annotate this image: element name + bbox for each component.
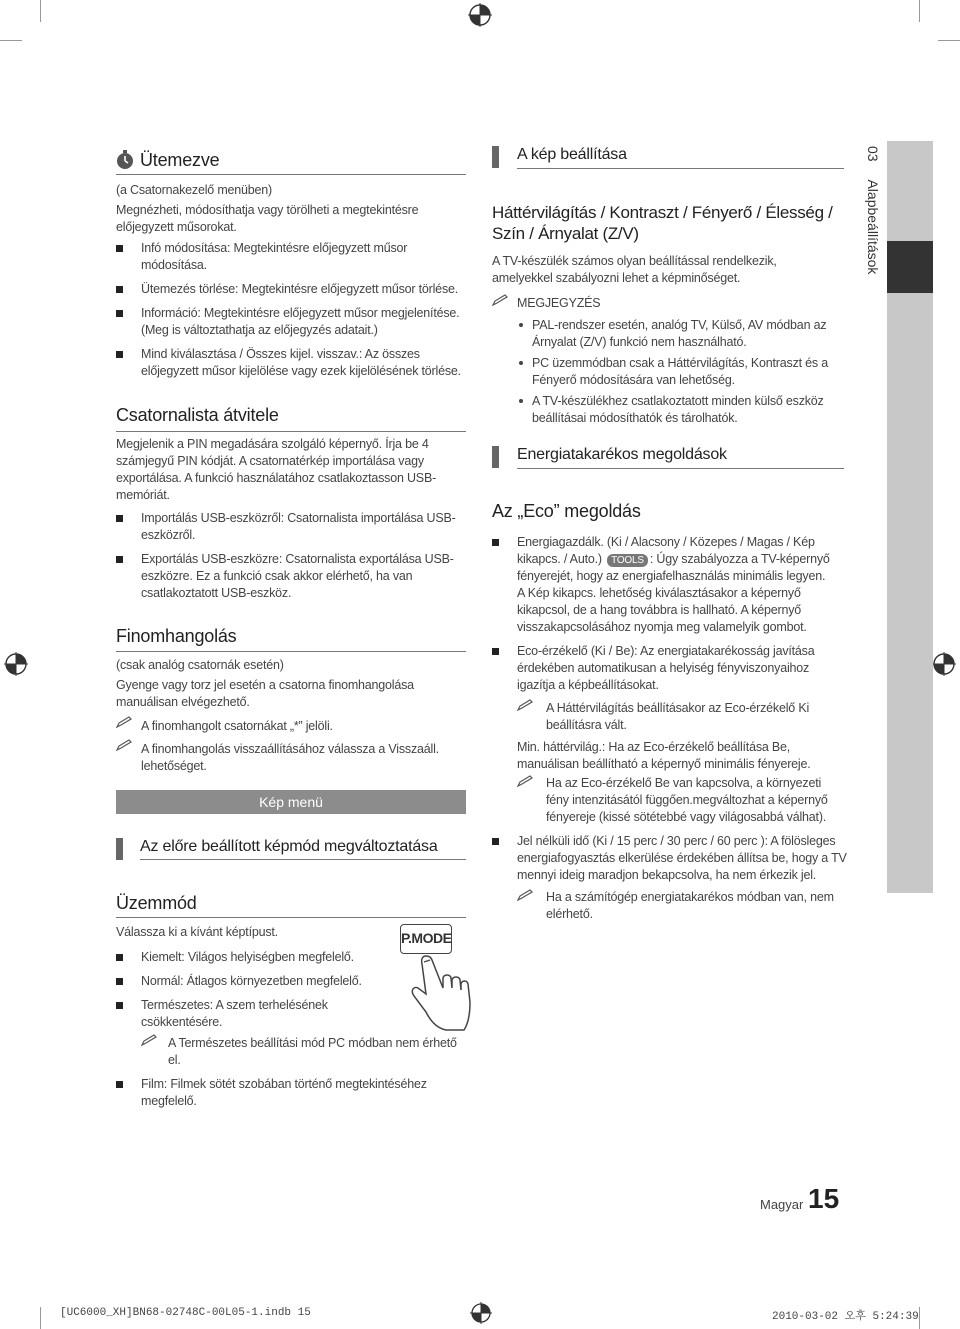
registration-mark-icon: [930, 650, 958, 678]
chapter-number: 03: [865, 146, 881, 162]
section-bar-marker: [492, 146, 499, 168]
note-label: MEGJEGYZÉS: [517, 296, 601, 310]
section-bar-title: Az előre beállított képmód megváltoztatása: [140, 838, 466, 860]
description-text: Gyenge vagy torz jel esetén a csatorna finomhangolása manuálisan elvégezhető.: [116, 678, 414, 709]
list-item: Film: Filmek sötét szobában történő megtekintéséhez megfelelő.: [141, 1077, 427, 1108]
crop-mark: [938, 40, 960, 41]
bullet: [116, 351, 123, 358]
bullet: [116, 1002, 123, 1009]
note-text: Ha az Eco-érzékelő Be van kapcsolva, a környezeti fény intenzitásától függően.megváltozhat a képernyő fényereje (kissé sötétebbé vagy világosabbá válhat).: [546, 776, 828, 824]
eco-item-desc: : Úgy szabályozza a TV-képernyő fényerejét, hogy az energiafelhasználás minimális legyen. A Kép kikapcs. lehetőség kiválasztásakor a képernyő kikapcsol, de a hang továbbra is hallható. A képernyő visszakapcsolásához nyomja meg valamelyik gombot.: [517, 552, 830, 634]
description-text: Válassza ki a kívánt képtípust.: [116, 925, 278, 939]
chapter-label: Alapbeállítások: [865, 179, 881, 275]
kep-menu-banner: Kép menü: [116, 790, 466, 814]
bullet-dot: [519, 323, 523, 327]
note-pencil-icon: [492, 294, 510, 306]
crop-mark: [0, 40, 22, 41]
language-label: Magyar: [760, 1197, 804, 1212]
list-item: Információ: Megtekintésre előjegyzett műsor megjelenítése. (Meg is változtathatja az előjegyzés adatait.): [141, 306, 460, 337]
list-item: Ütemezés törlése: Megtekintésre előjegyzett műsor törlése.: [141, 282, 459, 296]
bullet: [116, 310, 123, 317]
bullet: [116, 978, 123, 985]
description-text: Megjelenik a PIN megadására szolgáló képernyő. Írja be 4 számjegyű PIN kódját. A csatornatérkép importálása vagy exportálása. A funkció használatához csatlakoztasson USB-memóriát.: [116, 437, 437, 502]
section-bar-marker: [116, 838, 123, 860]
section-title-finomhangolas: Finomhangolás: [116, 626, 466, 652]
bullet: [492, 648, 499, 655]
section-bar-marker: [492, 446, 499, 468]
context-text: (csak analóg csatornák esetén): [116, 658, 284, 672]
note-text: Ha a számítógép energiatakarékos módban van, nem elérhető.: [546, 890, 834, 921]
note-text: A Természetes beállítási mód PC módban nem érhető el.: [168, 1036, 457, 1067]
list-item: Természetes: A szem terhelésének csökkentésére.: [141, 998, 328, 1029]
list-item: Mind kiválasztása / Összes kijel. visszav.: Az összes előjegyzett műsor kijelölése vagy ezek kijelölésének törlése.: [141, 347, 461, 378]
bullet: [116, 245, 123, 252]
note-pencil-icon: [517, 775, 535, 787]
registration-mark-icon: [466, 1, 494, 29]
bullet: [116, 1081, 123, 1088]
section-bar-title: A kép beállítása: [517, 146, 844, 169]
bullet: [116, 954, 123, 961]
crop-mark: [40, 1307, 41, 1329]
note-pencil-icon: [116, 716, 134, 728]
list-item: Infó módosítása: Megtekintésre előjegyzett műsor módosítása.: [141, 241, 408, 272]
note-pencil-icon: [116, 739, 134, 751]
note-text: A Háttérvilágítás beállításakor az Eco-érzékelő Ki beállításra vált.: [546, 701, 810, 732]
list-item: Kiemelt: Világos helyiségben megfelelő.: [141, 950, 354, 964]
page-number: 15: [808, 1183, 840, 1214]
section-bar-title: Energiatakarékos megoldások: [517, 446, 844, 469]
note-item: A TV-készülékhez csatlakoztatott minden külső eszköz beállításai módosíthatók és tárolhatók.: [532, 394, 824, 425]
bullet-dot: [519, 399, 523, 403]
bullet: [116, 286, 123, 293]
heading-eco: Az „Eco” megoldás: [492, 501, 641, 521]
tools-badge: TOOLS: [607, 554, 648, 567]
crop-mark: [40, 0, 41, 22]
list-item: Eco-érzékelő (Ki / Be): Az energiatakarékosság javítása érdekében automatikusan a helyiség fényviszonyaihoz igazítja a képbeállításokat.: [517, 644, 815, 692]
crop-mark: [919, 1307, 920, 1329]
description-text: Megnézheti, módosíthatja vagy törölheti a megtekintésre előjegyzett műsorokat.: [116, 203, 419, 234]
list-item: [517, 534, 832, 636]
list-item: Importálás USB-eszközről: Csatornalista importálása USB-eszközről.: [141, 511, 456, 542]
section-title-uzemmod: Üzemmód: [116, 893, 466, 918]
side-tab-strip: [887, 293, 933, 893]
bullet: [492, 539, 499, 546]
note-pencil-icon: [517, 889, 535, 901]
registration-mark-icon: [2, 650, 30, 678]
eco-item-label: Energiagazdálk. (Ki / Alacsony / Közepes / Magas / Kép kikapcs. / Auto.): [517, 535, 815, 566]
hand-pointer-icon: [408, 954, 472, 1036]
sub-item-text: Min. háttérvilág.: Ha az Eco-érzékelő beállítása Be, manuálisan beállítható a képernyő minimális fényereje.: [517, 740, 811, 771]
note-pencil-icon: [517, 699, 535, 711]
list-item: Exportálás USB-eszközre: Csatornalista exportálása USB-eszközre. Ez a funkció csak akkor elérhető, ha van csatlakoztatott USB-eszköz.: [141, 552, 454, 600]
description-text: A TV-készülék számos olyan beállítással rendelkezik, amelyekkel szabályozni lehet a képminőséget.: [492, 254, 777, 285]
side-tab-active: [887, 241, 933, 293]
list-item: Jel nélküli idő (Ki / 15 perc / 30 perc / 60 perc ): A fölösleges energiafogyasztás elkerülése érdekében állítsa be, hogy a TV mennyi ideig maradjon bekapcsolva, ha nem érkezik jel.: [517, 834, 847, 882]
note-item: PC üzemmódban csak a Háttérvilágítás, Kontraszt és a Fényerő módosítására van lehetőség.: [532, 356, 828, 387]
crop-mark: [919, 0, 920, 22]
footer-date: 2010-03-02 오후 5:24:39: [772, 1311, 919, 1323]
section-title-csatornalista: Csatornalista átvitele: [116, 405, 466, 432]
context-text: (a Csatornakezelő menüben): [116, 183, 273, 197]
note-item: PAL-rendszer esetén, analóg TV, Külső, AV módban az Árnyalat (Z/V) funkció nem használható.: [532, 318, 827, 349]
bullet: [492, 838, 499, 845]
list-item: Normál: Átlagos környezetben megfelelő.: [141, 974, 362, 988]
heading-hattervilagitas: Háttérvilágítás / Kontraszt / Fényerő / Élesség / Szín / Árnyalat (Z/V): [492, 203, 833, 243]
note-text: A finomhangolt csatornákat „*” jelöli.: [141, 719, 333, 733]
bullet: [116, 515, 123, 522]
bullet-dot: [519, 361, 523, 365]
side-tab-strip: [887, 141, 933, 241]
note-text: A finomhangolás visszaállításához válassza a Visszaáll. lehetőséget.: [141, 742, 439, 773]
footer-file: [UC6000_XH]BN68-02748C-00L05-1.indb 15: [60, 1307, 311, 1319]
registration-mark-icon: [468, 1300, 494, 1326]
section-title-utemezve: Ütemezve: [116, 150, 466, 175]
bullet: [116, 556, 123, 563]
pmode-button[interactable]: P.MODE: [400, 924, 452, 954]
note-pencil-icon: [141, 1034, 159, 1046]
